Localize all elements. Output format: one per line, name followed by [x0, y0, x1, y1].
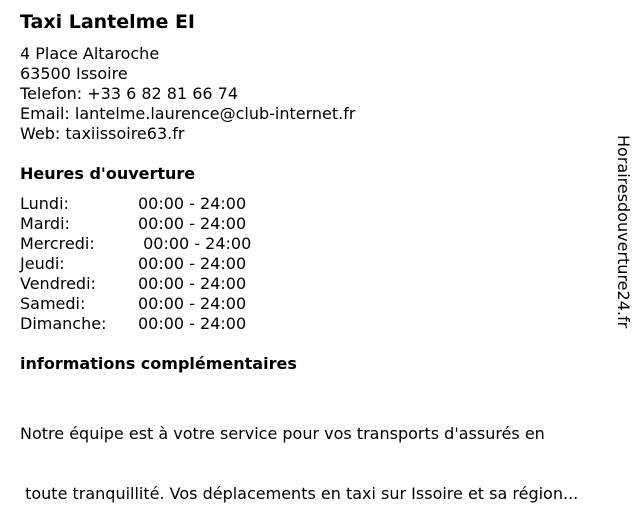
opening-hours-heading: Heures d'ouverture [20, 164, 196, 183]
time-range: 00:00 - 24:00 [138, 274, 247, 293]
watermark [612, 135, 634, 370]
day-label: Dimanche: [20, 314, 107, 333]
additional-info-text [20, 384, 578, 524]
day-label: Mercredi: [20, 234, 95, 253]
hours-row-samedi [20, 294, 251, 314]
hours-row-vendredi [20, 274, 251, 294]
additional-info-heading: informations complémentaires [20, 354, 297, 373]
address-city: 63500 Issoire [20, 64, 128, 83]
hours-row-jeudi [20, 254, 251, 274]
day-label: Jeudi: [20, 254, 65, 273]
day-label: Vendredi: [20, 274, 96, 293]
hours-row-mardi [20, 214, 251, 234]
time-range: 00:00 - 24:00 [138, 314, 247, 333]
hours-row-mercredi [20, 234, 251, 254]
opening-hours-list [20, 194, 251, 334]
info-line-1: Notre équipe est à votre service pour vos transports d'assurés en [20, 424, 545, 443]
hours-row-lundi [20, 194, 251, 214]
email-text: Email: lantelme.laurence@club-internet.fr [20, 104, 356, 123]
time-range: 00:00 - 24:00 [138, 214, 247, 233]
web-text: Web: taxiissoire63.fr [20, 124, 185, 143]
phone-text: Telefon: +33 6 82 81 66 74 [20, 84, 239, 103]
contact-block [20, 44, 355, 144]
time-range: 00:00 - 24:00 [138, 234, 252, 253]
info-line-2: toute tranquillité. Vos déplacements en taxi sur Issoire et sa région... [20, 484, 579, 503]
hours-row-dimanche [20, 314, 251, 334]
watermark-text: Horairesdouverture24.fr [614, 135, 633, 329]
day-label: Lundi: [20, 194, 69, 213]
day-label: Mardi: [20, 214, 70, 233]
time-range: 00:00 - 24:00 [138, 254, 247, 273]
time-range: 00:00 - 24:00 [138, 194, 247, 213]
day-label: Samedi: [20, 294, 86, 313]
address-street: 4 Place Altaroche [20, 44, 160, 63]
time-range: 00:00 - 24:00 [138, 294, 247, 313]
business-name: Taxi Lantelme EI [20, 11, 195, 33]
